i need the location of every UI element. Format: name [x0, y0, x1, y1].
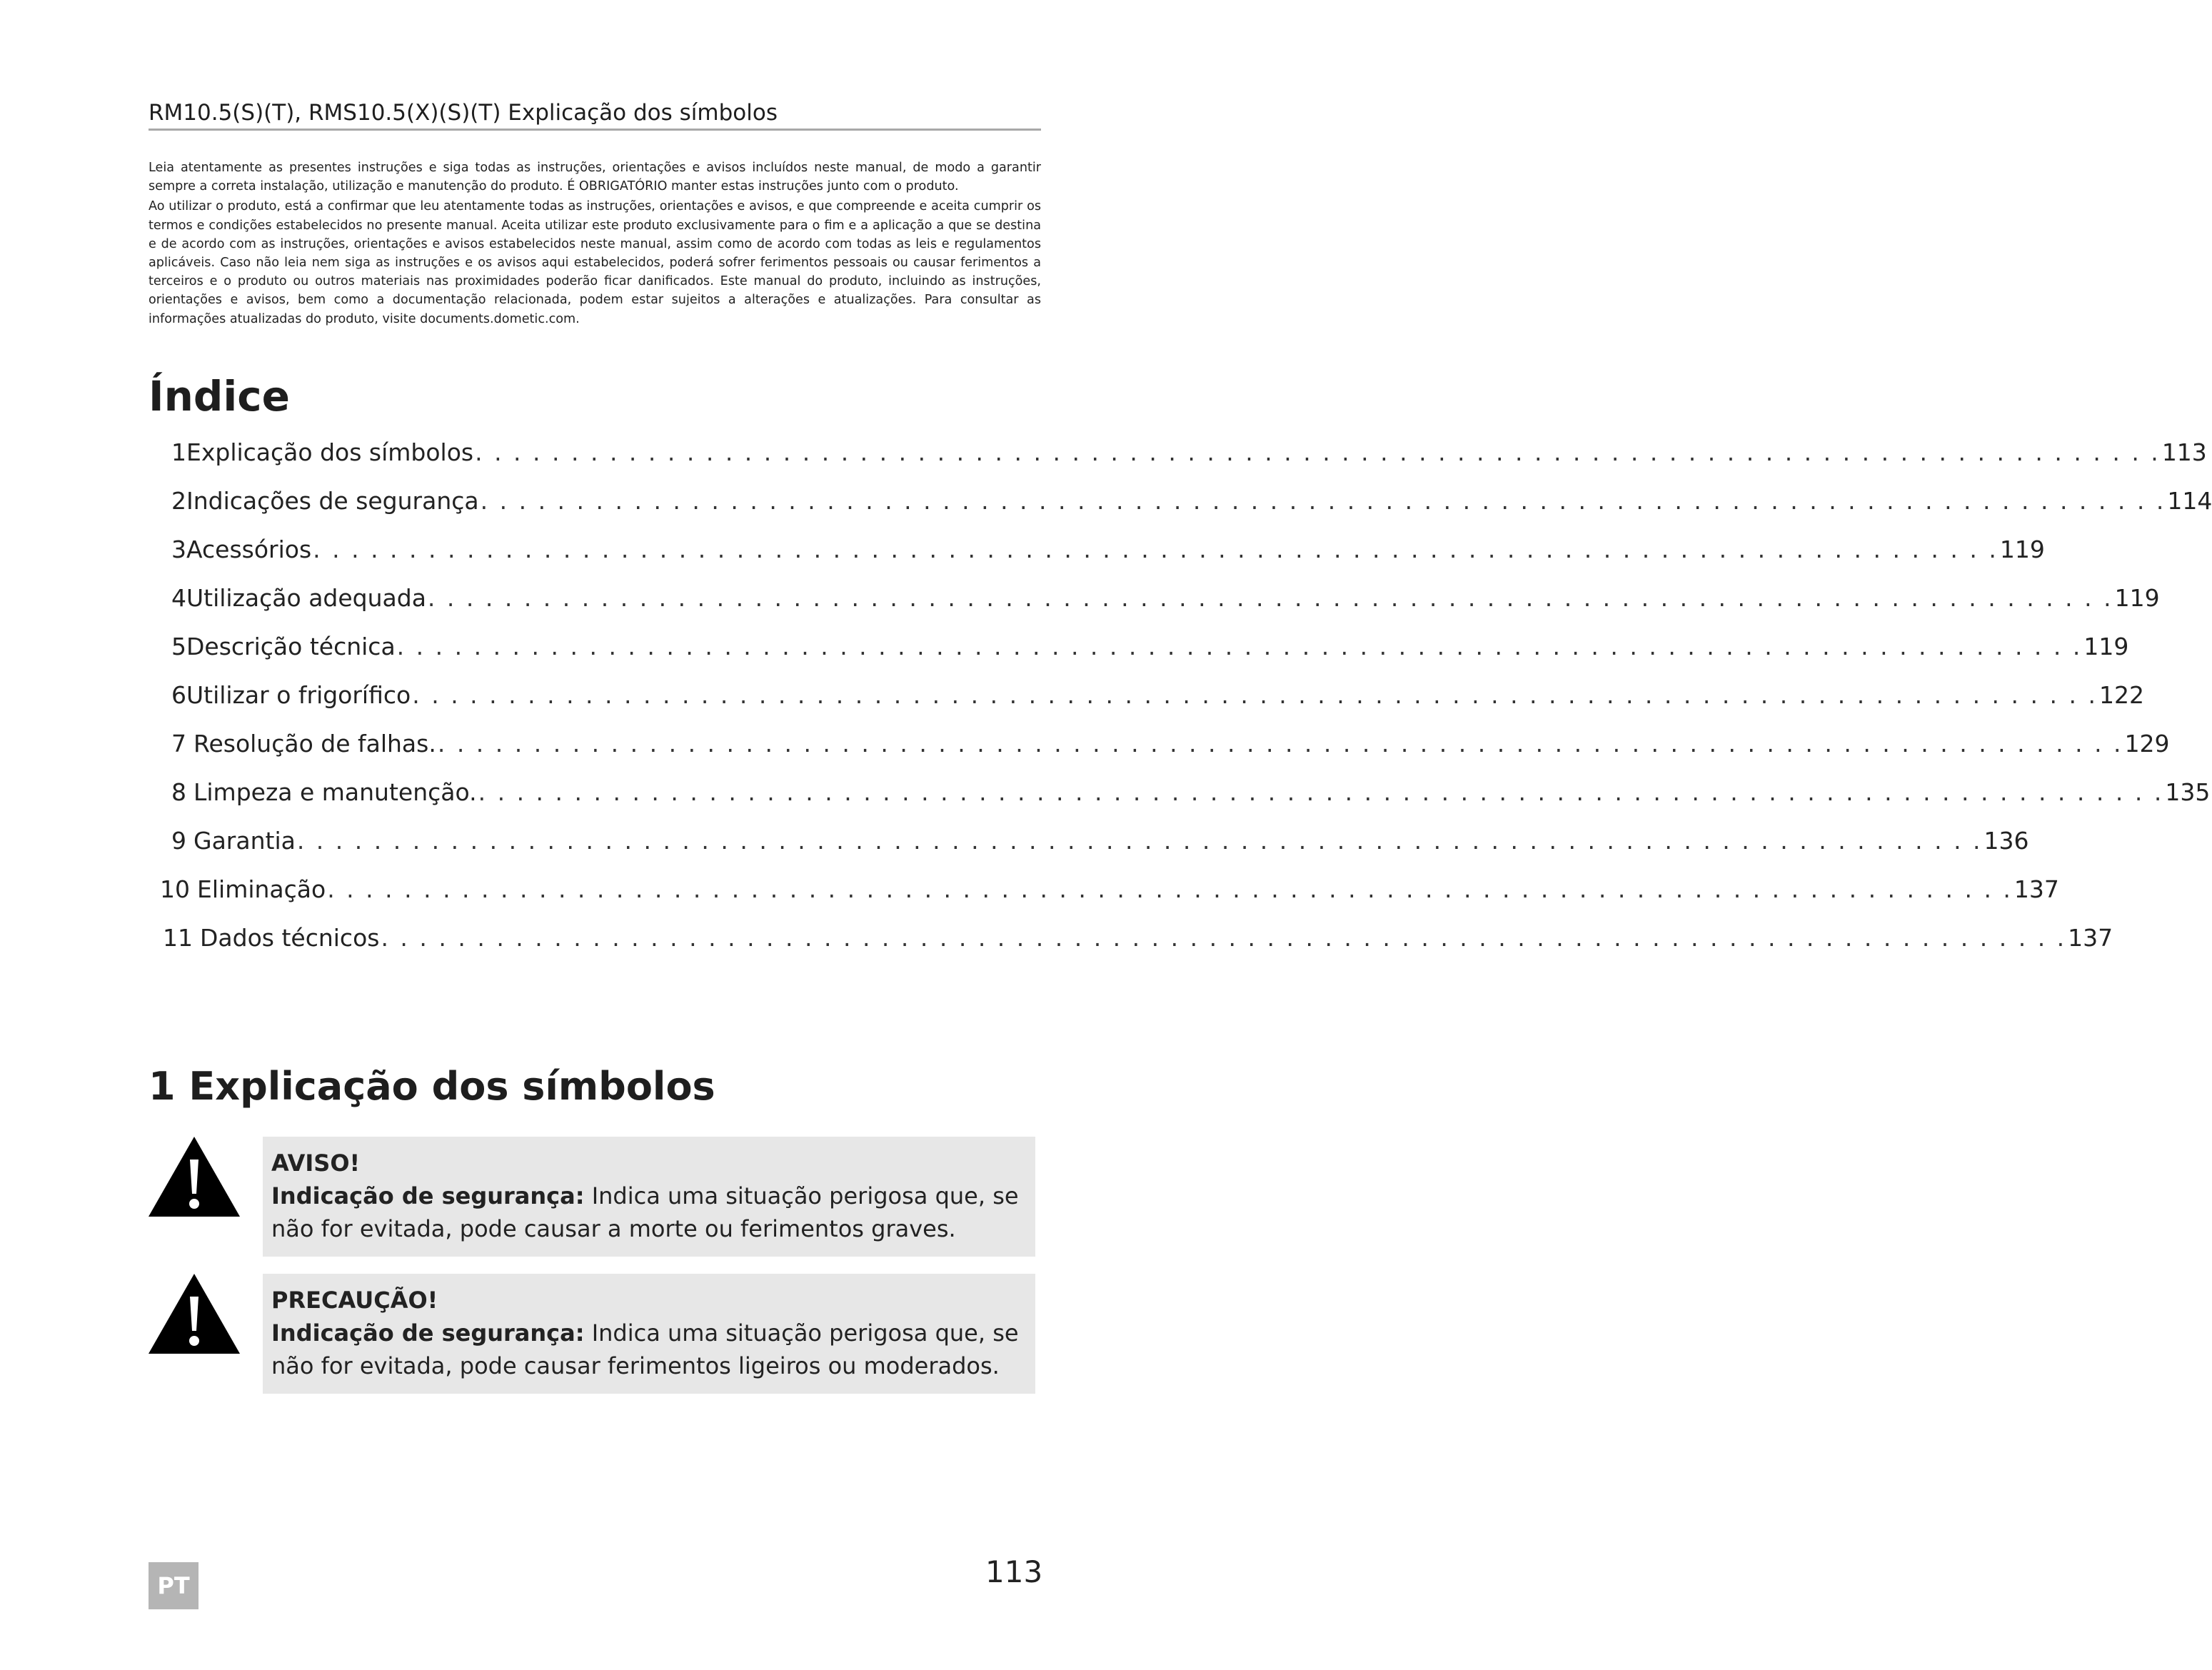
toc-page: 129	[2124, 730, 2170, 758]
toc-leader: . . . . . . . . . . . . . . . . . . . . . . . . . . . . . . . . . . . . . . . . . . . . . . . . . . . . . . . . . . . . . . . . . . . . . . . . . . . . . . . . . . . . . . . .	[437, 730, 2123, 758]
toc-leader: . . . . . . . . . . . . . . . . . . . . . . . . . . . . . . . . . . . . . . . . . . . . . . . . . . . . . . . . . . . . . . . . . . . . . . . . . . . . . . . . . . . . . . . .	[327, 875, 2013, 903]
toc-leader: . . . . . . . . . . . . . . . . . . . . . . . . . . . . . . . . . . . . . . . . . . . . . . . . . . . . . . . . . . . . . . . . . . . . . . . . . . . . . . . . . . . . . . . .	[480, 487, 2166, 515]
toc-entry[interactable]	[171, 678, 2144, 713]
toc-label: Indicações de segurança	[186, 487, 479, 515]
toc-entry[interactable]	[171, 775, 2211, 810]
warning-box	[263, 1137, 1035, 1257]
toc-number: 8	[171, 778, 186, 806]
toc-entry[interactable]	[171, 581, 2160, 615]
warning-lead: Indicação de segurança:	[271, 1182, 585, 1209]
toc-leader: . . . . . . . . . . . . . . . . . . . . . . . . . . . . . . . . . . . . . . . . . . . . . . . . . . . . . . . . . . . . . . . . . . . . . . . . . . . . . . . . . . . . . . . .	[313, 535, 1999, 563]
toc-number: 4	[171, 584, 186, 612]
toc-entry[interactable]	[171, 436, 2207, 470]
toc-leader: . . . . . . . . . . . . . . . . . . . . . . . . . . . . . . . . . . . . . . . . . . . . . . . . . . . . . . . . . . . . . . . . . . . . . . . . . . . . . . . . . . . . . . . .	[475, 438, 2161, 466]
toc-entry[interactable]	[171, 484, 2212, 518]
toc-entry[interactable]	[163, 921, 2113, 955]
toc-leader: . . . . . . . . . . . . . . . . . . . . . . . . . . . . . . . . . . . . . . . . . . . . . . . . . . . . . . . . . . . . . . . . . . . . . . . . . . . . . . . . . . . . . . . .	[478, 778, 2164, 806]
toc-page: 137	[2068, 924, 2113, 952]
toc-label: Limpeza e manutenção.	[193, 778, 477, 806]
toc-page: 137	[2014, 875, 2059, 903]
toc-number: 11	[163, 924, 193, 952]
toc-number: 2	[171, 487, 186, 515]
toc-page: 113	[2161, 438, 2207, 466]
warning-title: PRECAUÇÃO!	[271, 1287, 438, 1314]
warning-lead: Indicação de segurança:	[271, 1319, 585, 1347]
page-header: RM10.5(S)(T), RMS10.5(X)(S)(T) Explicação dos símbolos	[149, 97, 1041, 131]
toc-label: Descrição técnica	[186, 633, 396, 660]
toc-entry[interactable]	[160, 872, 2059, 907]
toc-number: 3	[171, 535, 186, 563]
intro-text	[149, 159, 1041, 330]
toc-entry[interactable]	[171, 824, 2029, 858]
toc-label: Acessórios	[186, 535, 312, 563]
section-title: 1 Explicação dos símbolos	[149, 1064, 715, 1109]
toc-leader: . . . . . . . . . . . . . . . . . . . . . . . . . . . . . . . . . . . . . . . . . . . . . . . . . . . . . . . . . . . . . . . . . . . . . . . . . . . . . . . . . . . . . . . .	[396, 633, 2083, 660]
warning-triangle-icon	[147, 1135, 241, 1218]
warning-box	[263, 1274, 1035, 1394]
toc-number: 6	[171, 681, 186, 709]
toc-label: Resolução de falhas.	[193, 730, 436, 758]
toc-label: Explicação dos símbolos	[186, 438, 474, 466]
toc-page: 119	[2114, 584, 2160, 612]
toc-page: 135	[2165, 778, 2211, 806]
toc-leader: . . . . . . . . . . . . . . . . . . . . . . . . . . . . . . . . . . . . . . . . . . . . . . . . . . . . . . . . . . . . . . . . . . . . . . . . . . . . . . . . . . . . . . . .	[381, 924, 2067, 952]
toc-page: 114	[2167, 487, 2212, 515]
toc-number: 1	[171, 438, 186, 466]
toc-entry[interactable]	[171, 630, 2129, 664]
toc-entry[interactable]	[171, 533, 2045, 567]
toc-page: 136	[1984, 827, 2029, 855]
intro-paragraph: Leia atentamente as presentes instruções e siga todas as instruções, orientações e avisos incluídos neste manual, de modo a garantir sempre a correta instalação, utilização e manutenção do produto. É OBRIGATÓRIO manter estas instruções junto com o produto.	[149, 161, 1041, 194]
toc-leader: . . . . . . . . . . . . . . . . . . . . . . . . . . . . . . . . . . . . . . . . . . . . . . . . . . . . . . . . . . . . . . . . . . . . . . . . . . . . . . . . . . . . . . . .	[412, 681, 2098, 709]
toc-entry[interactable]	[171, 727, 2170, 761]
toc-label: Eliminação	[197, 875, 326, 903]
warning-text: Indica uma situação perigosa que, se não for evitada, pode causar ferimentos ligeiros ou moderados.	[271, 1319, 1019, 1379]
page-number: 113	[985, 1554, 1043, 1589]
toc-page: 119	[2083, 633, 2129, 660]
toc-label: Utilizar o frigorífico	[186, 681, 411, 709]
toc-label: Dados técnicos	[200, 924, 380, 952]
warning-title: AVISO!	[271, 1150, 361, 1177]
toc-label: Garantia	[193, 827, 296, 855]
intro-paragraph: Ao utilizar o produto, está a confirmar que leu atentamente todas as instruções, orientações e avisos, e que compreende e aceita cumprir os termos e condições estabelecidos no presente manual. Aceita utilizar este produto exclusivamente para o fim e a aplicação a que se destina e de acordo com as instruções, orientações e avisos estabelecidos neste manual, assim como de acordo com todas as leis e regulamentos aplicáveis. Caso não leia nem siga as instruções e os avisos aqui estabelecidos, poderá sofrer ferimentos pessoais ou causar ferimentos a terceiros e o produto ou outros materiais nas proximidades poderão ficar danificados. Este manual do produto, incluindo as instruções, orientações e avisos, bem como a documentação relacionada, podem estar sujeitos a alterações e atualizações. Para consultar as informações atualizadas do produto, visite documents.dometic.com.	[149, 199, 1041, 326]
toc-label: Utilização adequada	[186, 584, 426, 612]
toc-number: 7	[171, 730, 186, 758]
toc-number: 5	[171, 633, 186, 660]
language-badge: PT	[149, 1562, 198, 1609]
toc-page: 119	[1999, 535, 2045, 563]
warning-text: Indica uma situação perigosa que, se não for evitada, pode causar a morte ou ferimentos graves.	[271, 1182, 1019, 1242]
warning-triangle-icon	[147, 1272, 241, 1355]
index-title: Índice	[149, 372, 290, 421]
toc-number: 9	[171, 827, 186, 855]
toc-page: 122	[2098, 681, 2144, 709]
toc-leader: . . . . . . . . . . . . . . . . . . . . . . . . . . . . . . . . . . . . . . . . . . . . . . . . . . . . . . . . . . . . . . . . . . . . . . . . . . . . . . . . . . . . . . . .	[427, 584, 2113, 612]
toc-number: 10	[160, 875, 190, 903]
toc-leader: . . . . . . . . . . . . . . . . . . . . . . . . . . . . . . . . . . . . . . . . . . . . . . . . . . . . . . . . . . . . . . . . . . . . . . . . . . . . . . . . . . . . . . . .	[296, 827, 1983, 855]
